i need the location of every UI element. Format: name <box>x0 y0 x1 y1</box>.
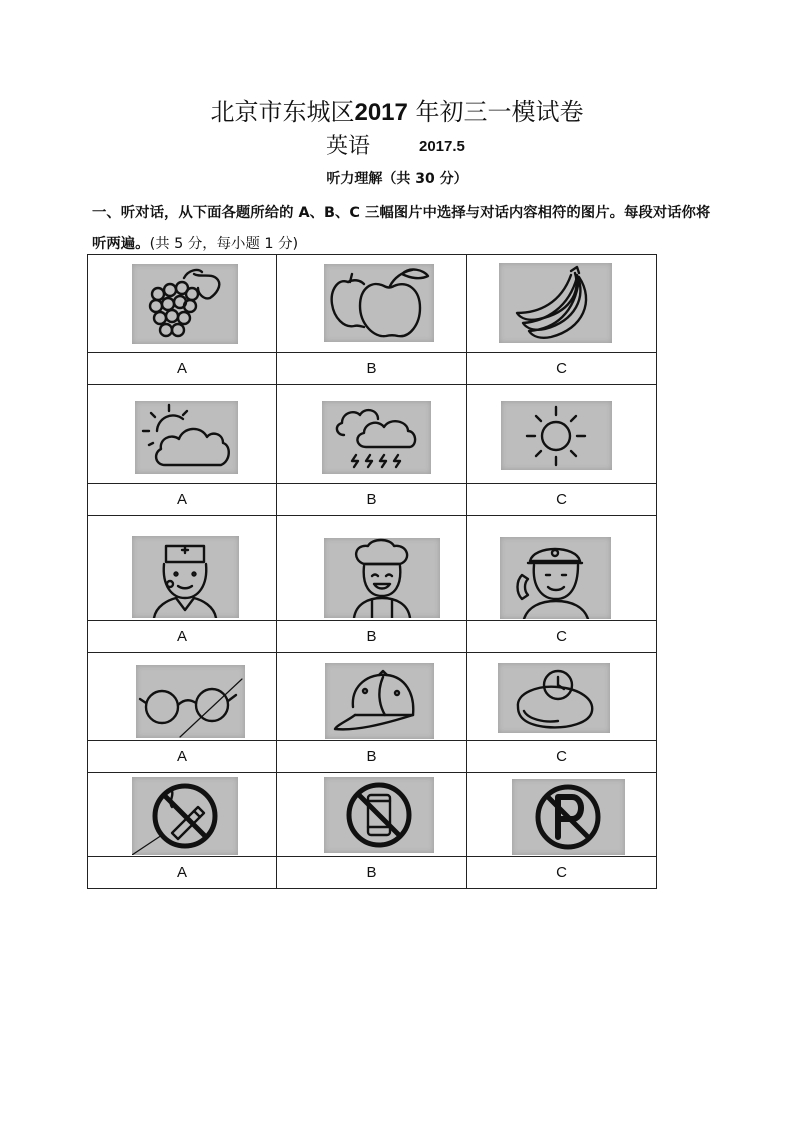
apples-icon[interactable] <box>324 264 434 342</box>
picture-cell <box>277 385 467 484</box>
label-row <box>88 741 657 773</box>
watch-icon[interactable] <box>498 663 610 733</box>
glasses-icon[interactable] <box>136 665 245 738</box>
option-label[interactable]: B <box>277 857 467 889</box>
picture-cell <box>277 653 467 741</box>
picture-cell <box>467 516 657 621</box>
option-label[interactable]: C <box>467 484 657 516</box>
option-label[interactable]: B <box>277 741 467 773</box>
instruction-points: (共 5 分，每小题 1 分) <box>149 236 299 252</box>
doctor-icon[interactable] <box>132 536 239 618</box>
picture-cell <box>467 653 657 741</box>
option-label[interactable]: C <box>467 741 657 773</box>
label-row <box>88 484 657 516</box>
instructions <box>92 198 722 260</box>
title-suffix: 年初三一模试卷 <box>407 98 584 126</box>
picture-row <box>88 516 657 621</box>
cook-icon[interactable] <box>324 538 440 618</box>
thunderstorm-icon[interactable] <box>322 401 431 474</box>
option-label[interactable]: C <box>467 353 657 385</box>
title-year: 2017 <box>354 99 408 126</box>
option-label[interactable]: B <box>277 353 467 385</box>
picture-cell <box>88 255 277 353</box>
picture-cell <box>277 516 467 621</box>
picture-cell <box>467 255 657 353</box>
no-parking-icon[interactable] <box>512 779 625 855</box>
subtitle <box>0 132 794 162</box>
picture-row <box>88 653 657 741</box>
option-label[interactable]: A <box>88 621 277 653</box>
subject: 英语 <box>326 134 371 159</box>
instruction-main: 一、听对话，从下面各题所给的 A、B、C 三幅图片中选择与对话内容相符的图片。每段对话你将听两遍。 <box>92 205 711 252</box>
option-label[interactable]: A <box>88 741 277 773</box>
option-label[interactable]: C <box>467 857 657 889</box>
page-title <box>0 96 794 129</box>
cap-icon[interactable] <box>325 663 434 739</box>
option-label[interactable]: A <box>88 484 277 516</box>
bananas-icon[interactable] <box>499 263 612 343</box>
label-row <box>88 353 657 385</box>
option-label[interactable]: C <box>467 621 657 653</box>
police-officer-icon[interactable] <box>500 537 611 619</box>
picture-row <box>88 255 657 353</box>
picture-cell <box>467 773 657 857</box>
picture-cell <box>88 773 277 857</box>
grapes-icon[interactable] <box>132 264 238 344</box>
picture-cell <box>467 385 657 484</box>
partly-cloudy-icon[interactable] <box>135 401 238 474</box>
picture-cell <box>277 773 467 857</box>
option-label[interactable]: B <box>277 621 467 653</box>
option-label[interactable]: A <box>88 353 277 385</box>
picture-cell <box>88 653 277 741</box>
picture-cell <box>277 255 467 353</box>
section-title: 听力理解（共 30 分） <box>326 171 468 187</box>
picture-cell <box>88 385 277 484</box>
sun-icon[interactable] <box>501 401 612 470</box>
exam-date: 2017.5 <box>419 138 465 155</box>
label-row <box>88 857 657 889</box>
option-label[interactable]: B <box>277 484 467 516</box>
picture-cell <box>88 516 277 621</box>
picture-row <box>88 773 657 857</box>
no-smoking-icon[interactable] <box>132 777 238 855</box>
title-prefix: 北京市东城区 <box>210 98 355 126</box>
picture-grid <box>87 254 657 889</box>
picture-row <box>88 385 657 484</box>
label-row <box>88 621 657 653</box>
no-phone-icon[interactable] <box>324 777 434 853</box>
option-label[interactable]: A <box>88 857 277 889</box>
